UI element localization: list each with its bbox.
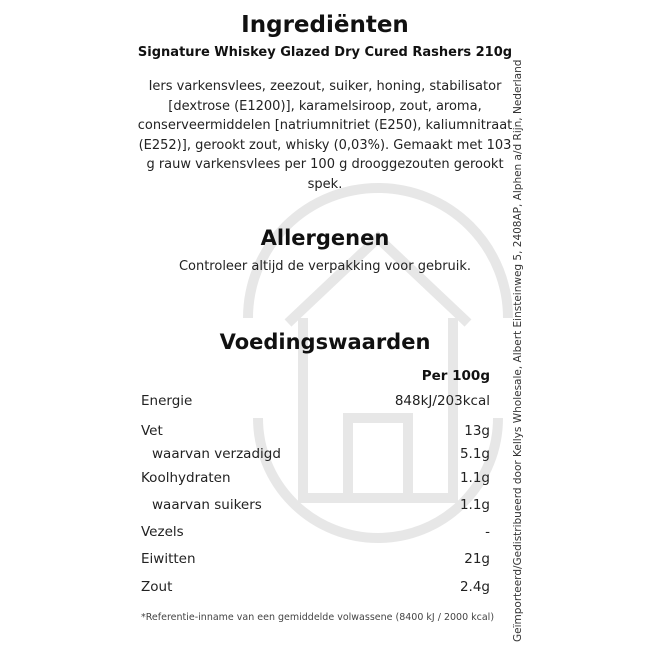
nutrition-label: Eiwitten (141, 551, 196, 567)
importer-address-text: Geïmporteerd/Gedistribueerd door Kellys Wholesale, Albert Einsteinweg 5, 2408AP, Alphen a/d Rijn, Nederland (512, 59, 524, 642)
nutrition-row-fat (141, 423, 490, 443)
nutrition-value: 1.1g (459, 497, 490, 513)
nutrition-value: 848kJ/203kcal (394, 393, 490, 409)
allergens-note: Controleer altijd de verpakking voor gebruik. (178, 259, 472, 274)
ingredients-title: Ingrediënten (241, 12, 409, 38)
nutrition-value: 13g (464, 423, 490, 439)
allergens-title: Allergenen (260, 226, 390, 250)
nutrition-row-energy (141, 393, 490, 413)
nutrition-label: Energie (141, 393, 193, 409)
nutrition-value: 1.1g (459, 470, 490, 486)
nutrition-row-carbs (141, 470, 490, 490)
nutrition-row-protein (141, 551, 490, 571)
nutrition-row-salt (141, 579, 490, 599)
nutrition-value: - (485, 524, 490, 540)
nutrition-row-saturated (141, 446, 490, 466)
product-subtitle: Signature Whiskey Glazed Dry Cured Rashers 210g (137, 45, 513, 60)
nutrition-label: Vezels (141, 524, 184, 540)
nutrition-label: waarvan suikers (152, 497, 262, 513)
nutrition-value: 2.4g (459, 579, 490, 595)
nutrition-column-header: Per 100g (421, 368, 490, 384)
nutrition-value: 21g (464, 551, 490, 567)
nutrition-row-sugars (141, 497, 490, 517)
nutrition-label: waarvan verzadigd (152, 446, 281, 462)
nutrition-label: Koolhydraten (141, 470, 231, 486)
nutrition-title: Voedingswaarden (219, 330, 431, 354)
nutrition-label: Zout (141, 579, 173, 595)
nutrition-row-fiber (141, 524, 490, 544)
reference-footnote: *Referentie-inname van een gemiddelde volwassene (8400 kJ / 2000 kcal) (141, 612, 495, 623)
nutrition-value: 5.1g (459, 446, 490, 462)
nutrition-label: Vet (141, 423, 163, 439)
ingredients-text: Iers varkensvlees, zeezout, suiker, honing, stabilisator [dextrose (E1200)], karamelsiroop, zout, aroma, conserveermiddelen [natriumnitriet (E250), kaliumnitraat (E252)], gerookt zout, whisky (0,03%). Gemaakt met 103 g rauw varkensvlees per 100 g drooggezouten gerookt spek. (137, 79, 513, 192)
